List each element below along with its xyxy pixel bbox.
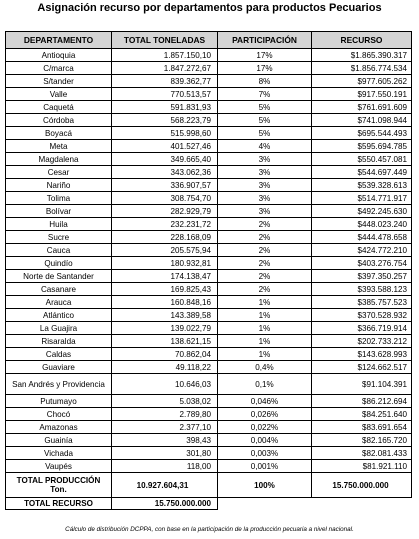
cell-departamento: Atlántico (6, 309, 112, 322)
cell-departamento: Guainía (6, 434, 112, 447)
table-row (6, 127, 412, 140)
cell-departamento: Córdoba (6, 114, 112, 127)
cell-toneladas: 2.377,10 (112, 421, 218, 434)
table-row (6, 322, 412, 335)
cell-recurso: $385.757.523 (312, 296, 412, 309)
table-row (6, 283, 412, 296)
table-row (6, 408, 412, 421)
cell-departamento: C/marca (6, 62, 112, 75)
cell-recurso: $492.245.630 (312, 205, 412, 218)
table-row (6, 296, 412, 309)
cell-participacion: 0,001% (218, 460, 312, 473)
cell-departamento: Chocó (6, 408, 112, 421)
cell-recurso: $366.719.914 (312, 322, 412, 335)
cell-participacion: 0,003% (218, 447, 312, 460)
cell-participacion: 0,004% (218, 434, 312, 447)
cell-participacion: 1% (218, 322, 312, 335)
table-row (6, 88, 412, 101)
cell-participacion: 0,026% (218, 408, 312, 421)
table-row (6, 114, 412, 127)
cell-toneladas: 228.168,09 (112, 231, 218, 244)
cell-toneladas: 308.754,70 (112, 192, 218, 205)
total-recurso-label: TOTAL RECURSO (6, 498, 112, 510)
table-row (6, 257, 412, 270)
table-row (6, 244, 412, 257)
cell-participacion: 5% (218, 114, 312, 127)
cell-departamento: Tolima (6, 192, 112, 205)
cell-departamento: Amazonas (6, 421, 112, 434)
cell-participacion: 8% (218, 75, 312, 88)
cell-participacion: 3% (218, 153, 312, 166)
cell-participacion: 5% (218, 127, 312, 140)
cell-recurso: $761.691.609 (312, 101, 412, 114)
page-title: Asignación recurso por departamentos para productos Pecuarios (37, 2, 382, 14)
cell-participacion: 0,4% (218, 361, 312, 374)
cell-recurso: $550.457.081 (312, 153, 412, 166)
table-row (6, 153, 412, 166)
cell-departamento: Huila (6, 218, 112, 231)
cell-recurso: $397.350.257 (312, 270, 412, 283)
total-produccion-ton: 10.927.604,31 (112, 473, 218, 498)
table-row (6, 460, 412, 473)
cell-toneladas: 205.575,94 (112, 244, 218, 257)
table-row (6, 361, 412, 374)
cell-recurso: $424.772.210 (312, 244, 412, 257)
table-row (6, 309, 412, 322)
table-body (6, 49, 412, 473)
table-row (6, 192, 412, 205)
cell-departamento: Caldas (6, 348, 112, 361)
cell-departamento: Antioquia (6, 49, 112, 62)
cell-departamento: Norte de Santander (6, 270, 112, 283)
total-recurso-value: 15.750.000.000 (112, 498, 218, 510)
total-produccion-label: TOTAL PRODUCCIÓN Ton. (6, 473, 112, 498)
cell-recurso: $82.081.433 (312, 447, 412, 460)
table-row (6, 231, 412, 244)
cell-recurso: $595.694.785 (312, 140, 412, 153)
table-row (6, 421, 412, 434)
table-row (6, 62, 412, 75)
cell-toneladas: 301,80 (112, 447, 218, 460)
table-row (6, 335, 412, 348)
cell-participacion: 1% (218, 348, 312, 361)
cell-departamento: Vaupés (6, 460, 112, 473)
cell-participacion: 2% (218, 257, 312, 270)
table-row (6, 49, 412, 62)
cell-participacion: 3% (218, 192, 312, 205)
header-participacion: PARTICIPACIÓN (218, 32, 312, 49)
table-row (6, 75, 412, 88)
cell-departamento: Caquetá (6, 101, 112, 114)
cell-toneladas: 10.646,03 (112, 374, 218, 395)
cell-toneladas: 770.513,57 (112, 88, 218, 101)
cell-participacion: 2% (218, 244, 312, 257)
cell-participacion: 3% (218, 179, 312, 192)
cell-departamento: Nariño (6, 179, 112, 192)
cell-toneladas: 174.138,47 (112, 270, 218, 283)
cell-participacion: 17% (218, 62, 312, 75)
cell-departamento: Boyacá (6, 127, 112, 140)
cell-participacion: 0,022% (218, 421, 312, 434)
cell-recurso: $82.165.720 (312, 434, 412, 447)
cell-recurso: $143.628.993 (312, 348, 412, 361)
header-recurso: RECURSO (312, 32, 412, 49)
empty-cell (312, 498, 412, 510)
total-recurso-row (6, 498, 412, 510)
cell-recurso: $917.550.191 (312, 88, 412, 101)
cell-recurso: $1.865.390.317 (312, 49, 412, 62)
cell-toneladas: 143.389,58 (112, 309, 218, 322)
cell-recurso: $514.771.917 (312, 192, 412, 205)
cell-toneladas: 138.621,15 (112, 335, 218, 348)
table-row (6, 434, 412, 447)
cell-participacion: 3% (218, 166, 312, 179)
table-row (6, 179, 412, 192)
table-row (6, 218, 412, 231)
cell-toneladas: 398,43 (112, 434, 218, 447)
cell-recurso: $81.921.110 (312, 460, 412, 473)
cell-participacion: 1% (218, 309, 312, 322)
cell-departamento: Cesar (6, 166, 112, 179)
cell-recurso: $695.544.493 (312, 127, 412, 140)
cell-toneladas: 169.825,43 (112, 283, 218, 296)
header-departamento: DEPARTAMENTO (6, 32, 112, 49)
cell-toneladas: 5.038,02 (112, 395, 218, 408)
cell-toneladas: 180.932,81 (112, 257, 218, 270)
table-row (6, 395, 412, 408)
cell-toneladas: 1.847.272,67 (112, 62, 218, 75)
table-row (6, 205, 412, 218)
cell-recurso: $83.691.654 (312, 421, 412, 434)
cell-participacion: 2% (218, 283, 312, 296)
table-row (6, 270, 412, 283)
cell-toneladas: 70.862,04 (112, 348, 218, 361)
cell-participacion: 17% (218, 49, 312, 62)
cell-departamento: Guaviare (6, 361, 112, 374)
cell-toneladas: 49.118,22 (112, 361, 218, 374)
cell-participacion: 0,046% (218, 395, 312, 408)
cell-departamento: La Guajira (6, 322, 112, 335)
cell-participacion: 3% (218, 205, 312, 218)
cell-toneladas: 282.929,79 (112, 205, 218, 218)
cell-toneladas: 568.223,79 (112, 114, 218, 127)
cell-departamento: Risaralda (6, 335, 112, 348)
cell-departamento: Casanare (6, 283, 112, 296)
cell-departamento: Valle (6, 88, 112, 101)
cell-recurso: $403.276.754 (312, 257, 412, 270)
cell-departamento: Putumayo (6, 395, 112, 408)
cell-toneladas: 1.857.150,10 (112, 49, 218, 62)
total-produccion-rec: 15.750.000.000 (312, 473, 412, 498)
table-row (6, 140, 412, 153)
cell-participacion: 0,1% (218, 374, 312, 395)
cell-participacion: 2% (218, 270, 312, 283)
total-produccion-row (6, 473, 412, 498)
cell-recurso: $91.104.391 (312, 374, 412, 395)
cell-recurso: $393.588.123 (312, 283, 412, 296)
cell-recurso: $124.662.517 (312, 361, 412, 374)
cell-participacion: 4% (218, 140, 312, 153)
cell-departamento: Bolívar (6, 205, 112, 218)
table-row (6, 374, 412, 395)
cell-departamento: Meta (6, 140, 112, 153)
cell-recurso: $84.251.640 (312, 408, 412, 421)
cell-recurso: $202.733.212 (312, 335, 412, 348)
cell-toneladas: 336.907,57 (112, 179, 218, 192)
cell-toneladas: 160.848,16 (112, 296, 218, 309)
cell-participacion: 7% (218, 88, 312, 101)
cell-recurso: $448.023.240 (312, 218, 412, 231)
cell-recurso: $86.212.694 (312, 395, 412, 408)
cell-toneladas: 139.022,79 (112, 322, 218, 335)
cell-participacion: 1% (218, 335, 312, 348)
cell-departamento: Magdalena (6, 153, 112, 166)
cell-toneladas: 2.789,80 (112, 408, 218, 421)
allocation-table (5, 31, 412, 510)
table-row (6, 166, 412, 179)
table-row (6, 101, 412, 114)
header-toneladas: TOTAL TONELADAS (112, 32, 218, 49)
total-produccion-par: 100% (218, 473, 312, 498)
cell-recurso: $370.528.932 (312, 309, 412, 322)
cell-participacion: 2% (218, 231, 312, 244)
cell-departamento: Cauca (6, 244, 112, 257)
cell-departamento: San Andrés y Providencia (6, 374, 112, 395)
cell-departamento: Vichada (6, 447, 112, 460)
cell-participacion: 1% (218, 296, 312, 309)
empty-cell (218, 498, 312, 510)
cell-participacion: 2% (218, 218, 312, 231)
cell-recurso: $1.856.774.534 (312, 62, 412, 75)
cell-toneladas: 232.231,72 (112, 218, 218, 231)
cell-recurso: $741.098.944 (312, 114, 412, 127)
table-row (6, 447, 412, 460)
cell-toneladas: 401.527,46 (112, 140, 218, 153)
cell-toneladas: 118,00 (112, 460, 218, 473)
cell-toneladas: 839.362,77 (112, 75, 218, 88)
table-row (6, 348, 412, 361)
cell-departamento: Arauca (6, 296, 112, 309)
cell-recurso: $539.328.613 (312, 179, 412, 192)
cell-departamento: S/tander (6, 75, 112, 88)
cell-toneladas: 349.665,40 (112, 153, 218, 166)
cell-toneladas: 343.062,36 (112, 166, 218, 179)
cell-toneladas: 591.831,93 (112, 101, 218, 114)
cell-participacion: 5% (218, 101, 312, 114)
cell-recurso: $444.478.658 (312, 231, 412, 244)
footnote: Cálculo de distribución DCPPA, con base en la participación de la producción pecuaria a nivel nacional. (65, 526, 354, 533)
cell-departamento: Sucre (6, 231, 112, 244)
cell-departamento: Quindío (6, 257, 112, 270)
cell-recurso: $977.605.262 (312, 75, 412, 88)
cell-toneladas: 515.998,60 (112, 127, 218, 140)
cell-recurso: $544.697.449 (312, 166, 412, 179)
